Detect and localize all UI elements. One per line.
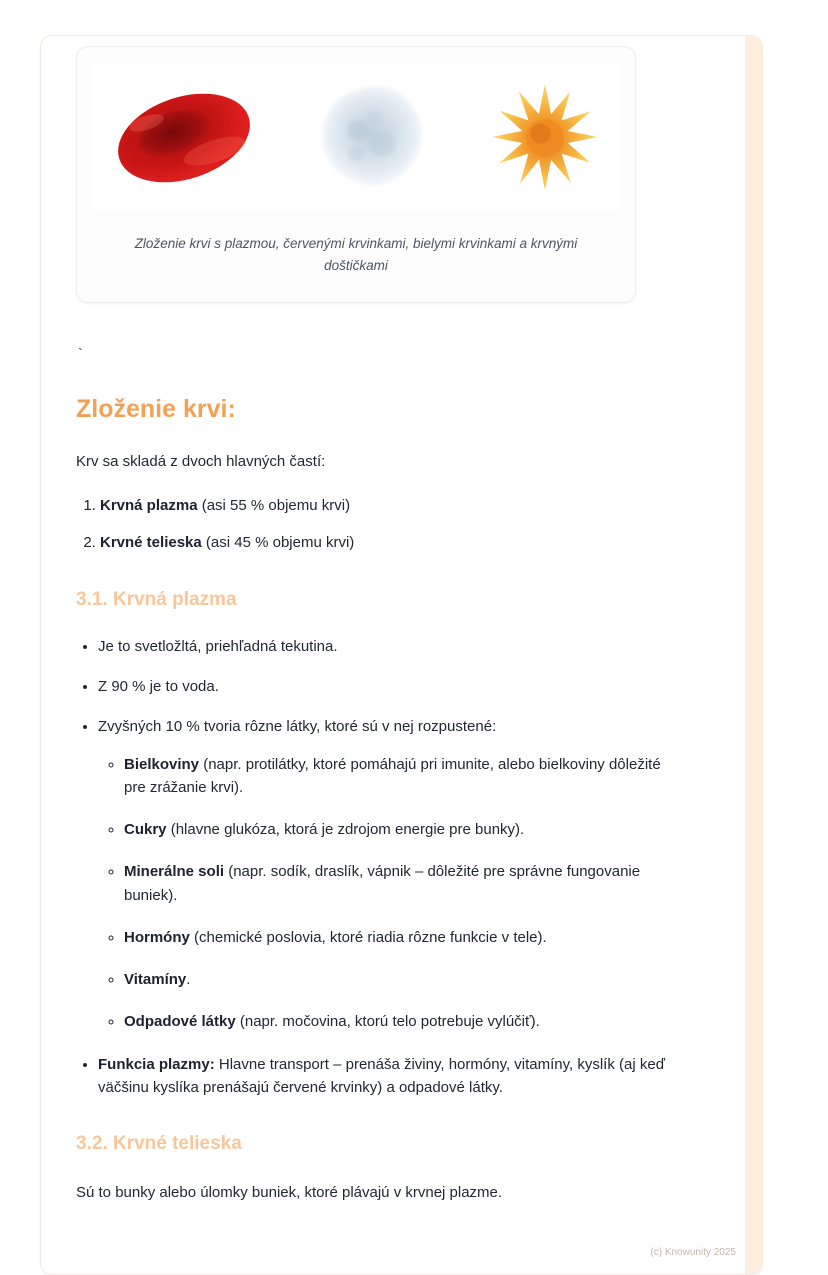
figure-card — [76, 46, 636, 303]
bullet-list — [76, 635, 667, 1099]
heading-zlozenie-krvi: Zloženie krvi: — [76, 394, 236, 423]
bullet-bold: Funkcia plazmy: — [98, 1055, 215, 1073]
bullet-text: Hlavne transport – prenáša živiny, hormóny, vitamíny, kyslík (aj keď väčšinu kyslíka prenášajú červené krvinky) a odpadové látky. — [98, 1055, 665, 1096]
bullet-item — [98, 675, 667, 698]
sub-bullet-text: (napr. močovina, ktorú telo potrebuje vylúčiť). — [235, 1013, 540, 1031]
bullet-text: Z 90 % je to voda. — [98, 678, 219, 696]
sub-bullet-text: (hlavne glukóza, ktorá je zdrojom energie pre bunky). — [166, 821, 525, 839]
section2-text: Sú to bunky alebo úlomky buniek, ktoré plávajú v krvnej plazme. — [76, 1184, 503, 1202]
scrollbar-track[interactable] — [745, 36, 762, 1274]
sub-bullet-item — [124, 968, 667, 991]
numbered-item-bold: Krvná plazma — [100, 496, 198, 514]
sub-bullet-item — [124, 926, 667, 949]
numbered-item-bold: Krvné telieska — [100, 534, 202, 552]
white-blood-cell-icon — [316, 82, 430, 192]
bullet-item — [98, 1053, 667, 1100]
stray-backtick: ` — [78, 344, 83, 361]
platelet-icon — [487, 81, 603, 193]
sub-bullet-bold: Hormóny — [124, 928, 190, 946]
sub-bullet-item — [124, 1010, 667, 1033]
numbered-item-text: (asi 45 % objemu krvi) — [201, 534, 355, 552]
red-blood-cell-icon — [109, 86, 259, 188]
sub-bullet-text: . — [186, 971, 191, 989]
sub-bullet-list — [98, 753, 667, 1034]
sub-bullet-item — [124, 818, 667, 841]
sub-bullet-bold: Cukry — [124, 821, 167, 839]
page — [0, 35, 828, 1275]
numbered-item-text: (asi 55 % objemu krvi) — [197, 496, 351, 514]
heading-krvne-telieska: 3.2. Krvné telieska — [76, 1133, 242, 1155]
copyright-footer: (c) Knowunity 2025 — [650, 1247, 736, 1259]
sub-bullet-text: (napr. sodík, draslík, vápnik – dôležité pre správne fungovanie buniek). — [124, 863, 641, 904]
numbered-item — [100, 532, 667, 555]
bullet-text: Je to svetložltá, priehľadná tekutina. — [98, 637, 338, 655]
heading-krvna-plazma: 3.1. Krvná plazma — [76, 588, 237, 610]
sub-bullet-bold: Minerálne soli — [124, 863, 225, 881]
numbered-list — [76, 495, 667, 555]
blood-components-image — [91, 63, 621, 211]
sub-bullet-text: (chemické poslovia, ktoré riadia rôzne funkcie v tele). — [189, 928, 547, 946]
bullet-item — [98, 715, 667, 1033]
bullet-text: Zvyšných 10 % tvoria rôzne látky, ktoré sú v nej rozpustené: — [98, 718, 497, 736]
sub-bullet-bold: Bielkoviny — [124, 755, 200, 773]
figure-caption: Zloženie krvi s plazmou, červenými krvinkami, bielymi krvinkami a krvnými doštičkami — [134, 236, 578, 274]
sub-bullet-item — [124, 860, 667, 907]
numbered-item — [100, 495, 667, 518]
sub-bullet-bold: Vitamíny — [124, 971, 187, 989]
bullet-item — [98, 635, 667, 658]
intro-text: Krv sa skladá z dvoch hlavných častí: — [76, 452, 326, 470]
sub-bullet-item — [124, 753, 667, 800]
sub-bullet-bold: Odpadové látky — [124, 1013, 236, 1031]
document-card — [40, 35, 763, 1275]
sub-bullet-text: (napr. protilátky, ktoré pomáhajú pri imunite, alebo bielkoviny dôležité pre zrážanie krvi). — [124, 755, 661, 796]
